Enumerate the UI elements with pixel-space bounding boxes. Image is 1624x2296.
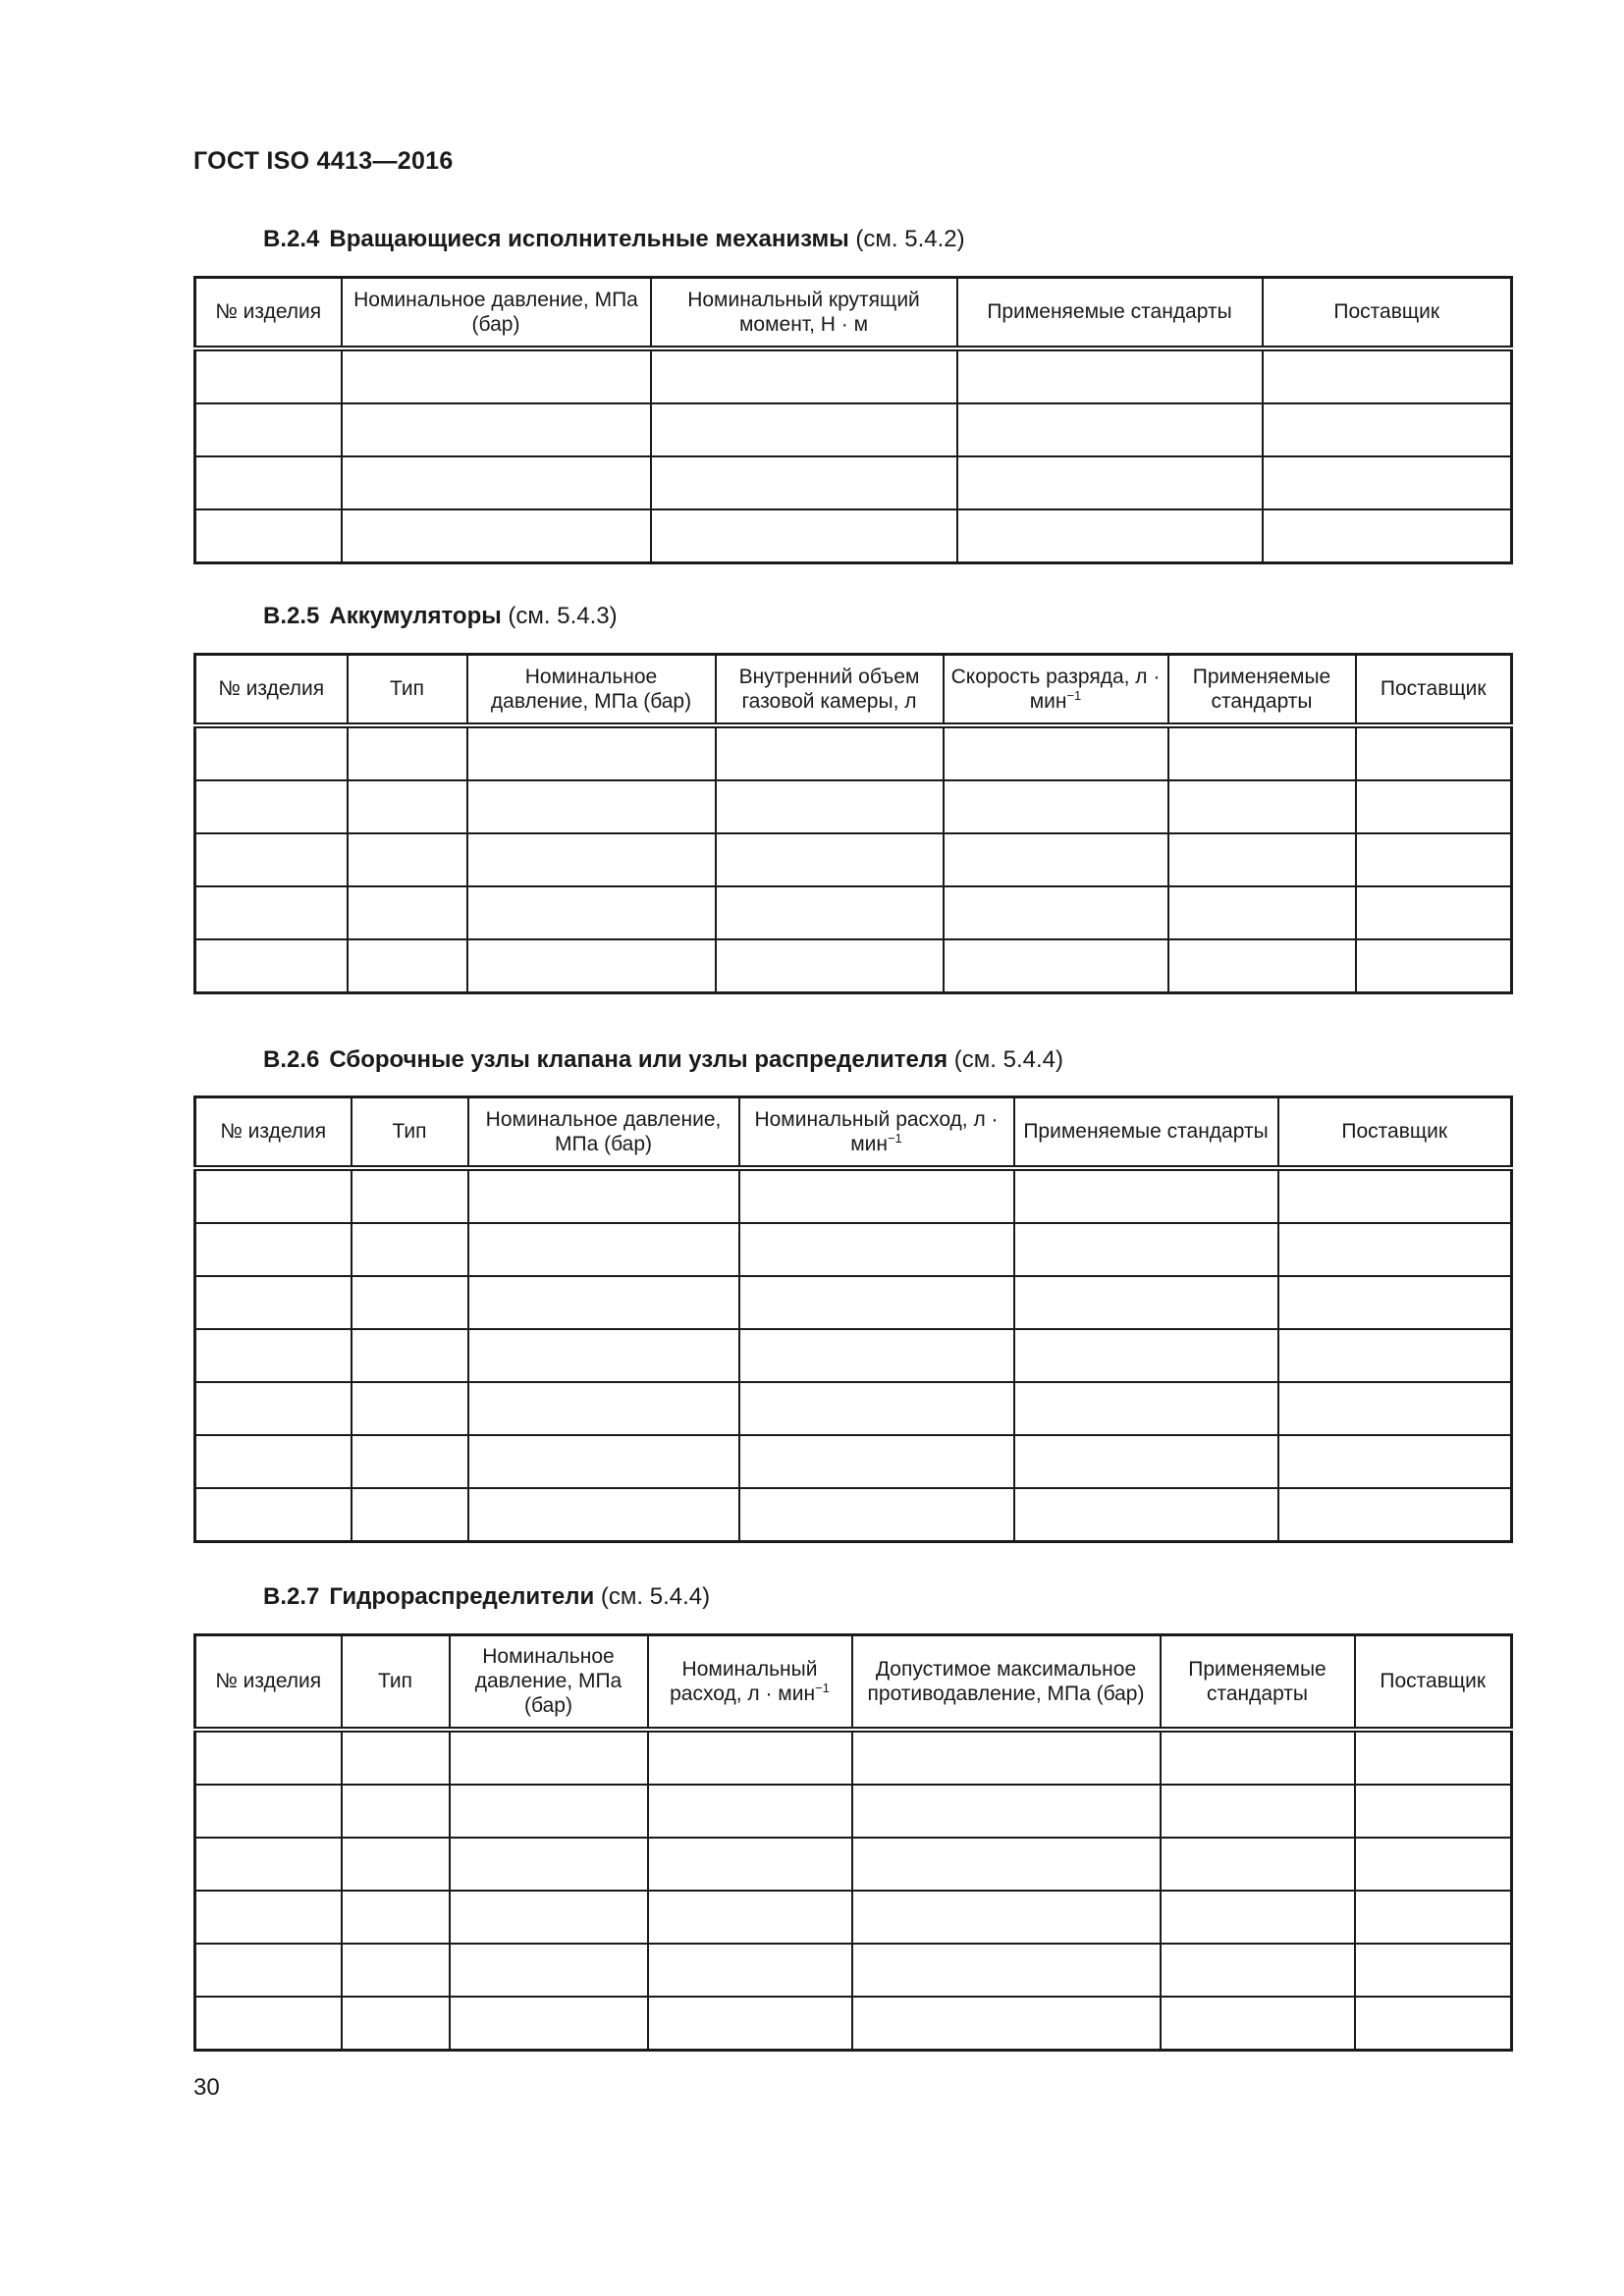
column-header: Номинальное давление, МПа (бар) <box>468 1097 739 1168</box>
empty-cell[interactable] <box>651 348 957 403</box>
empty-cell[interactable] <box>852 1730 1161 1785</box>
empty-cell[interactable] <box>852 1785 1161 1838</box>
empty-cell[interactable] <box>1278 1382 1512 1435</box>
column-header <box>739 1097 1014 1168</box>
empty-cell[interactable] <box>468 1435 739 1488</box>
empty-cell[interactable] <box>739 1382 1014 1435</box>
column-header: Применяемые стандарты <box>1161 1635 1355 1730</box>
empty-cell[interactable] <box>352 1382 468 1435</box>
empty-cell[interactable] <box>342 509 651 563</box>
unit-exponent: −1 <box>887 1130 902 1146</box>
empty-cell[interactable] <box>1168 833 1356 886</box>
section-title-b24 <box>263 226 965 253</box>
empty-cell[interactable] <box>342 1997 450 2051</box>
empty-cell[interactable] <box>195 1730 342 1785</box>
column-header-text: Номинальный расход, л · мин <box>670 1657 818 1705</box>
empty-cell[interactable] <box>852 1997 1161 2051</box>
empty-cell[interactable] <box>195 1223 352 1276</box>
column-header: № изделия <box>195 1635 342 1730</box>
empty-cell[interactable] <box>468 1488 739 1542</box>
table-row <box>195 1276 1512 1329</box>
empty-cell[interactable] <box>195 886 348 939</box>
table-row <box>195 1838 1512 1891</box>
empty-cell[interactable] <box>1355 1730 1512 1785</box>
empty-cell[interactable] <box>957 403 1263 456</box>
empty-cell[interactable] <box>1161 1785 1355 1838</box>
column-header: Номинальный крутящий момент, Н · м <box>651 278 957 348</box>
empty-cell[interactable] <box>648 1730 852 1785</box>
empty-cell[interactable] <box>1278 1276 1512 1329</box>
empty-cell[interactable] <box>352 1168 468 1223</box>
empty-cell[interactable] <box>651 509 957 563</box>
empty-cell[interactable] <box>1161 1944 1355 1997</box>
empty-cell[interactable] <box>195 780 348 833</box>
empty-cell[interactable] <box>348 939 467 993</box>
empty-cell[interactable] <box>195 725 348 780</box>
section-title-b25 <box>263 603 618 630</box>
empty-cell[interactable] <box>1014 1329 1278 1382</box>
column-header: Поставщик <box>1356 655 1512 725</box>
table-directional-valves <box>193 1633 1513 2052</box>
table-row <box>195 1382 1512 1435</box>
empty-cell[interactable] <box>342 1785 450 1838</box>
section-reference: (см. 5.4.3) <box>508 603 618 629</box>
document-header: ГОСТ ISO 4413—2016 <box>193 147 454 175</box>
unit-exponent: −1 <box>815 1680 830 1695</box>
column-header: Номинальное давление, МПа (бар) <box>342 278 651 348</box>
empty-cell[interactable] <box>648 1838 852 1891</box>
section-title-b26 <box>263 1046 1063 1074</box>
empty-cell[interactable] <box>648 1944 852 1997</box>
empty-cell[interactable] <box>342 1838 450 1891</box>
column-header: Внутренний объем газовой камеры, л <box>716 655 944 725</box>
section-name: Аккумуляторы <box>329 603 502 629</box>
empty-cell[interactable] <box>195 1435 352 1488</box>
column-header: Допустимое максимальное противодавление, МПа (бар) <box>852 1635 1161 1730</box>
empty-cell[interactable] <box>1278 1223 1512 1276</box>
column-header: Номинальное давление, МПа (бар) <box>467 655 716 725</box>
empty-cell[interactable] <box>195 1168 352 1223</box>
section-number: B.2.4 <box>263 226 320 252</box>
empty-cell[interactable] <box>716 833 944 886</box>
table-row <box>195 725 1512 780</box>
empty-cell[interactable] <box>1014 1382 1278 1435</box>
table-row <box>195 939 1512 993</box>
empty-cell[interactable] <box>1278 1329 1512 1382</box>
empty-cell[interactable] <box>195 1944 342 1997</box>
empty-cell[interactable] <box>739 1168 1014 1223</box>
column-header: № изделия <box>195 278 342 348</box>
empty-cell[interactable] <box>467 725 716 780</box>
empty-cell[interactable] <box>195 1785 342 1838</box>
section-name: Гидрораспределители <box>329 1583 595 1610</box>
table-row <box>195 833 1512 886</box>
table-row <box>195 1891 1512 1944</box>
empty-cell[interactable] <box>739 1276 1014 1329</box>
empty-cell[interactable] <box>467 939 716 993</box>
empty-cell[interactable] <box>195 939 348 993</box>
empty-cell[interactable] <box>195 456 342 509</box>
column-header: Тип <box>348 655 467 725</box>
empty-cell[interactable] <box>1168 886 1356 939</box>
column-header: Применяемые стандарты <box>1014 1097 1278 1168</box>
empty-cell[interactable] <box>352 1435 468 1488</box>
empty-cell[interactable] <box>1168 780 1356 833</box>
empty-cell[interactable] <box>1356 886 1512 939</box>
empty-cell[interactable] <box>450 1838 648 1891</box>
empty-cell[interactable] <box>739 1435 1014 1488</box>
empty-cell[interactable] <box>1355 1838 1512 1891</box>
table-row <box>195 886 1512 939</box>
column-header: Применяемые стандарты <box>1168 655 1356 725</box>
empty-cell[interactable] <box>944 939 1168 993</box>
table-rotary-actuators <box>193 276 1513 564</box>
empty-cell[interactable] <box>195 1329 352 1382</box>
empty-cell[interactable] <box>716 886 944 939</box>
column-header: Номинальное давление, МПа (бар) <box>450 1635 648 1730</box>
column-header: Поставщик <box>1355 1635 1512 1730</box>
section-title-b27 <box>263 1583 710 1611</box>
table-row <box>195 1168 1512 1223</box>
empty-cell[interactable] <box>342 456 651 509</box>
table-row <box>195 509 1512 563</box>
column-header: Применяемые стандарты <box>957 278 1263 348</box>
empty-cell[interactable] <box>342 348 651 403</box>
empty-cell[interactable] <box>1356 725 1512 780</box>
empty-cell[interactable] <box>1356 780 1512 833</box>
empty-cell[interactable] <box>739 1329 1014 1382</box>
empty-cell[interactable] <box>468 1382 739 1435</box>
empty-cell[interactable] <box>195 348 342 403</box>
empty-cell[interactable] <box>1356 939 1512 993</box>
section-reference: (см. 5.4.4) <box>600 1583 711 1610</box>
empty-cell[interactable] <box>468 1329 739 1382</box>
empty-cell[interactable] <box>1161 1997 1355 2051</box>
empty-cell[interactable] <box>468 1223 739 1276</box>
column-header: Поставщик <box>1263 278 1512 348</box>
empty-cell[interactable] <box>1263 403 1512 456</box>
empty-cell[interactable] <box>957 348 1263 403</box>
empty-cell[interactable] <box>352 1488 468 1542</box>
column-header-text: Скорость разряда, л · мин <box>950 665 1161 713</box>
empty-cell[interactable] <box>467 833 716 886</box>
empty-cell[interactable] <box>957 456 1263 509</box>
section-number: B.2.6 <box>263 1046 320 1073</box>
empty-cell[interactable] <box>1355 1944 1512 1997</box>
empty-cell[interactable] <box>1014 1488 1278 1542</box>
empty-cell[interactable] <box>944 886 1168 939</box>
table-row <box>195 348 1512 403</box>
empty-cell[interactable] <box>648 1785 852 1838</box>
column-header: № изделия <box>195 655 348 725</box>
empty-cell[interactable] <box>195 1276 352 1329</box>
empty-cell[interactable] <box>195 1891 342 1944</box>
empty-cell[interactable] <box>1014 1168 1278 1223</box>
empty-cell[interactable] <box>1278 1435 1512 1488</box>
empty-cell[interactable] <box>450 1730 648 1785</box>
table-row <box>195 780 1512 833</box>
empty-cell[interactable] <box>1278 1168 1512 1223</box>
section-number: B.2.7 <box>263 1583 320 1610</box>
empty-cell[interactable] <box>739 1223 1014 1276</box>
column-header: № изделия <box>195 1097 352 1168</box>
table-valve-assemblies <box>193 1095 1513 1543</box>
empty-cell[interactable] <box>944 833 1168 886</box>
empty-cell[interactable] <box>195 1488 352 1542</box>
section-name: Вращающиеся исполнительные механизмы <box>329 226 849 252</box>
empty-cell[interactable] <box>648 1891 852 1944</box>
table-row <box>195 1488 1512 1542</box>
table-row <box>195 1329 1512 1382</box>
empty-cell[interactable] <box>1355 1997 1512 2051</box>
empty-cell[interactable] <box>1161 1838 1355 1891</box>
empty-cell[interactable] <box>352 1329 468 1382</box>
empty-cell[interactable] <box>352 1223 468 1276</box>
empty-cell[interactable] <box>1263 509 1512 563</box>
table-row <box>195 1997 1512 2051</box>
table-row <box>195 1944 1512 1997</box>
empty-cell[interactable] <box>195 1997 342 2051</box>
empty-cell[interactable] <box>468 1168 739 1223</box>
empty-cell[interactable] <box>450 1944 648 1997</box>
unit-exponent: −1 <box>1066 687 1082 703</box>
empty-cell[interactable] <box>1355 1891 1512 1944</box>
empty-cell[interactable] <box>195 509 342 563</box>
empty-cell[interactable] <box>852 1944 1161 1997</box>
empty-cell[interactable] <box>648 1997 852 2051</box>
empty-cell[interactable] <box>467 886 716 939</box>
empty-cell[interactable] <box>1263 456 1512 509</box>
table-row <box>195 1223 1512 1276</box>
empty-cell[interactable] <box>342 1944 450 1997</box>
empty-cell[interactable] <box>944 780 1168 833</box>
empty-cell[interactable] <box>852 1838 1161 1891</box>
table-row <box>195 403 1512 456</box>
empty-cell[interactable] <box>195 1382 352 1435</box>
column-header-text: Номинальный расход, л · мин <box>754 1107 999 1155</box>
empty-cell[interactable] <box>716 725 944 780</box>
empty-cell[interactable] <box>739 1488 1014 1542</box>
empty-cell[interactable] <box>1263 348 1512 403</box>
empty-cell[interactable] <box>852 1891 1161 1944</box>
empty-cell[interactable] <box>450 1891 648 1944</box>
empty-cell[interactable] <box>468 1276 739 1329</box>
empty-cell[interactable] <box>1161 1730 1355 1785</box>
table-row <box>195 1435 1512 1488</box>
table-accumulators <box>193 653 1513 994</box>
page-number: 30 <box>193 2074 220 2101</box>
table-row <box>195 1785 1512 1838</box>
table-row <box>195 456 1512 509</box>
empty-cell[interactable] <box>651 456 957 509</box>
empty-cell[interactable] <box>467 780 716 833</box>
empty-cell[interactable] <box>450 1997 648 2051</box>
empty-cell[interactable] <box>1278 1488 1512 1542</box>
empty-cell[interactable] <box>1161 1891 1355 1944</box>
empty-cell[interactable] <box>716 780 944 833</box>
section-reference: (см. 5.4.4) <box>953 1046 1063 1073</box>
column-header: Тип <box>352 1097 468 1168</box>
empty-cell[interactable] <box>716 939 944 993</box>
empty-cell[interactable] <box>1356 833 1512 886</box>
column-header <box>648 1635 852 1730</box>
section-name: Сборочные узлы клапана или узлы распределителя <box>329 1046 948 1073</box>
empty-cell[interactable] <box>1355 1785 1512 1838</box>
empty-cell[interactable] <box>195 833 348 886</box>
empty-cell[interactable] <box>1168 939 1356 993</box>
empty-cell[interactable] <box>944 725 1168 780</box>
empty-cell[interactable] <box>195 1838 342 1891</box>
empty-cell[interactable] <box>342 1730 450 1785</box>
empty-cell[interactable] <box>1168 725 1356 780</box>
empty-cell[interactable] <box>957 509 1263 563</box>
section-number: B.2.5 <box>263 603 320 629</box>
empty-cell[interactable] <box>1014 1276 1278 1329</box>
empty-cell[interactable] <box>1014 1435 1278 1488</box>
empty-cell[interactable] <box>348 780 467 833</box>
empty-cell[interactable] <box>342 403 651 456</box>
empty-cell[interactable] <box>342 1891 450 1944</box>
column-header: Поставщик <box>1278 1097 1512 1168</box>
empty-cell[interactable] <box>651 403 957 456</box>
empty-cell[interactable] <box>352 1276 468 1329</box>
column-header: Тип <box>342 1635 450 1730</box>
empty-cell[interactable] <box>348 833 467 886</box>
empty-cell[interactable] <box>1014 1223 1278 1276</box>
table-row <box>195 1730 1512 1785</box>
empty-cell[interactable] <box>348 886 467 939</box>
empty-cell[interactable] <box>450 1785 648 1838</box>
column-header <box>944 655 1168 725</box>
section-reference: (см. 5.4.2) <box>855 226 965 252</box>
empty-cell[interactable] <box>348 725 467 780</box>
empty-cell[interactable] <box>195 403 342 456</box>
